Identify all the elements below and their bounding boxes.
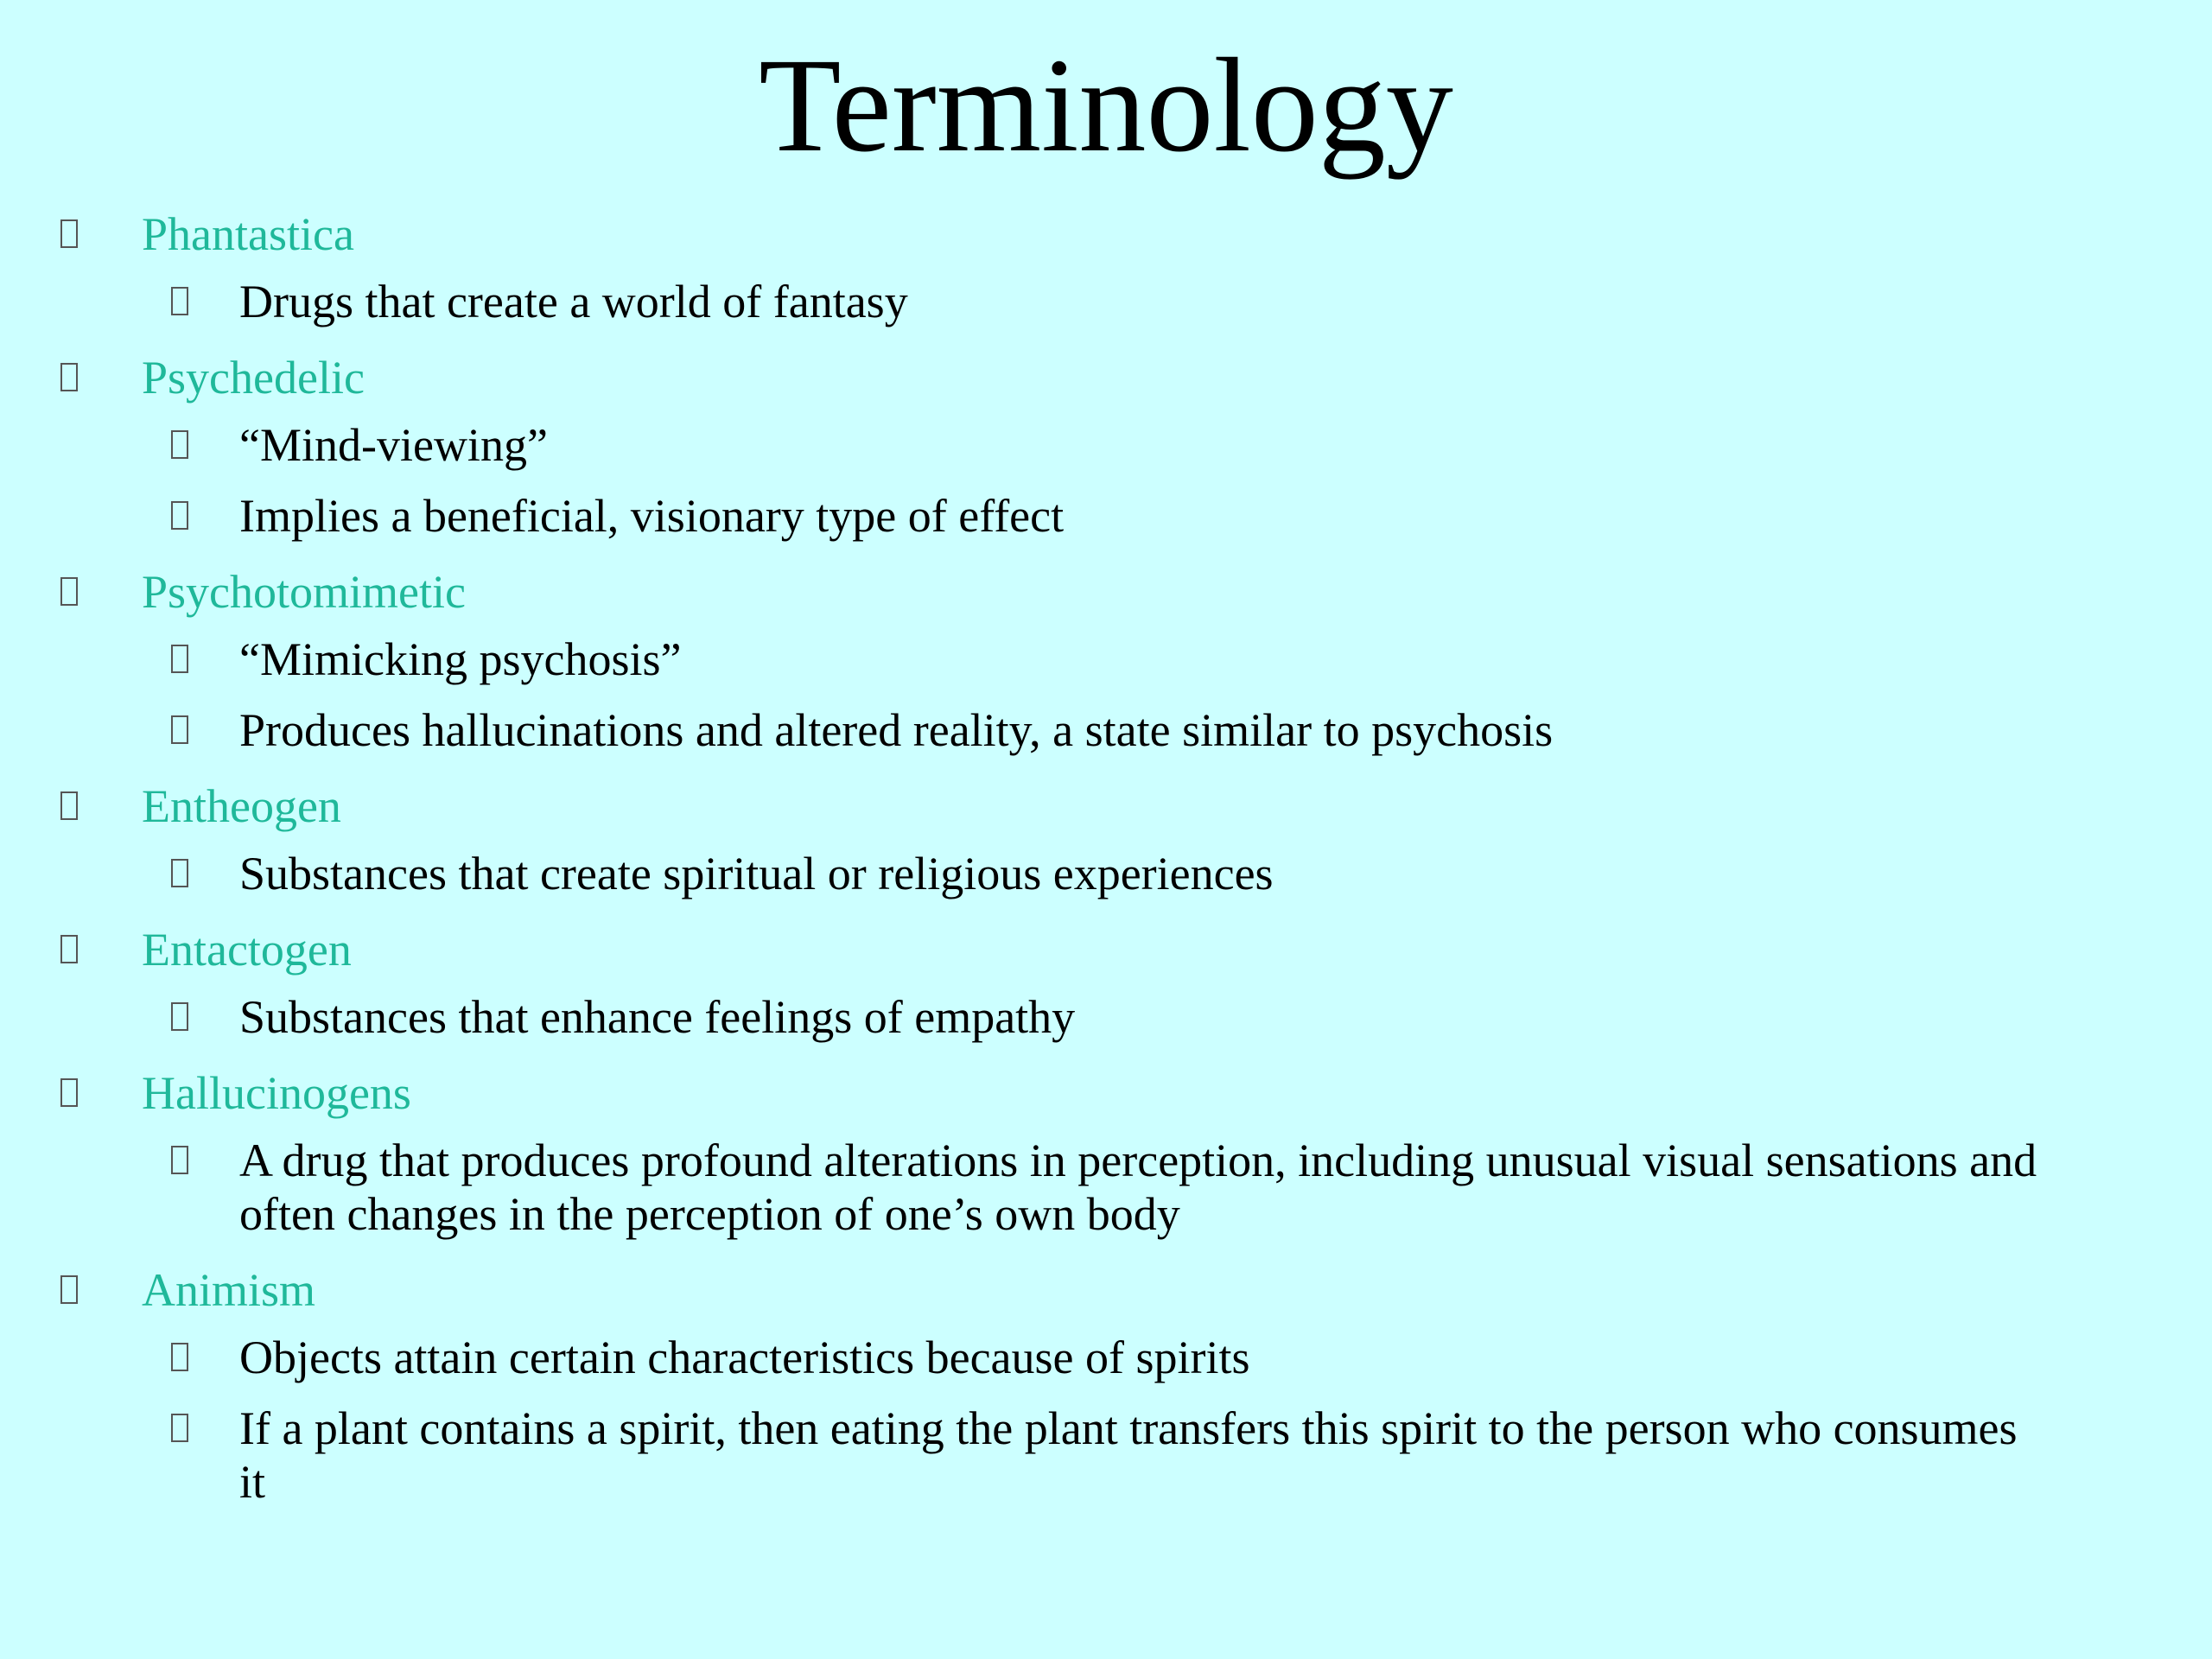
definition-list (0, 268, 2212, 344)
definition-item (0, 1127, 2212, 1251)
definition-item (0, 696, 2212, 767)
term-item-psychedelic (0, 344, 2212, 558)
definition-text: Drugs that create a world of fantasy (239, 276, 908, 327)
term-label: Phantastica (142, 208, 354, 260)
term-label: Entactogen (142, 924, 352, 976)
bullet-box-icon (60, 219, 78, 248)
term-item-entheogen (0, 772, 2212, 916)
term-item-psychotomimetic (0, 558, 2212, 772)
definition-list (0, 840, 2212, 916)
definition-item (0, 482, 2212, 553)
bullet-box-icon (171, 859, 188, 887)
definition-item (0, 1395, 2212, 1519)
term-item-hallucinogens (0, 1059, 2212, 1256)
bullet-box-icon (171, 1002, 188, 1031)
bullet-box-icon (171, 430, 188, 459)
term-label: Psychotomimetic (142, 566, 466, 618)
definition-item (0, 983, 2212, 1054)
term-label: Entheogen (142, 780, 341, 832)
term-label: Hallucinogens (142, 1067, 411, 1119)
definition-text: “Mimicking psychosis” (239, 633, 682, 685)
definition-text: Substances that create spiritual or religious experiences (239, 848, 1274, 899)
definition-list (0, 1127, 2212, 1256)
bullet-box-icon (171, 287, 188, 315)
bullet-box-icon (60, 1275, 78, 1304)
definition-list (0, 626, 2212, 772)
bullet-box-icon (171, 501, 188, 530)
bullet-box-icon (171, 1146, 188, 1174)
definition-text: Produces hallucinations and altered reality, a state similar to psychosis (239, 704, 1554, 756)
term-item-animism (0, 1256, 2212, 1524)
bullet-box-icon (60, 791, 78, 820)
definition-text: A drug that produces profound alterations in perception, including unusual visual sensations and often changes in the perception of one’s own body (239, 1135, 2037, 1240)
definition-item (0, 411, 2212, 482)
definition-text: If a plant contains a spirit, then eating the plant transfers this spirit to the person who consumes it (239, 1402, 2018, 1508)
definition-text: Objects attain certain characteristics because of spirits (239, 1332, 1250, 1383)
bullet-box-icon (60, 577, 78, 606)
definition-list (0, 411, 2212, 558)
definition-list (0, 983, 2212, 1059)
definition-text: “Mind-viewing” (239, 419, 548, 471)
bullet-box-icon (171, 1414, 188, 1442)
definition-text: Implies a beneficial, visionary type of effect (239, 490, 1065, 542)
slide-title: Terminology (759, 30, 1453, 180)
bullet-box-icon (60, 935, 78, 963)
bullet-box-icon (171, 715, 188, 744)
definition-text: Substances that enhance feelings of empathy (239, 991, 1076, 1043)
definition-list (0, 1324, 2212, 1524)
term-label: Animism (142, 1264, 316, 1316)
term-item-phantastica (0, 200, 2212, 344)
term-item-entactogen (0, 916, 2212, 1059)
definition-item (0, 1324, 2212, 1395)
definition-item (0, 626, 2212, 696)
definition-item (0, 268, 2212, 339)
definition-item (0, 840, 2212, 911)
term-label: Psychedelic (142, 352, 365, 404)
bullet-box-icon (171, 1343, 188, 1371)
bullet-box-icon (60, 1078, 78, 1107)
bullet-box-icon (60, 363, 78, 391)
bullet-box-icon (171, 645, 188, 673)
terminology-list (0, 200, 2212, 1524)
